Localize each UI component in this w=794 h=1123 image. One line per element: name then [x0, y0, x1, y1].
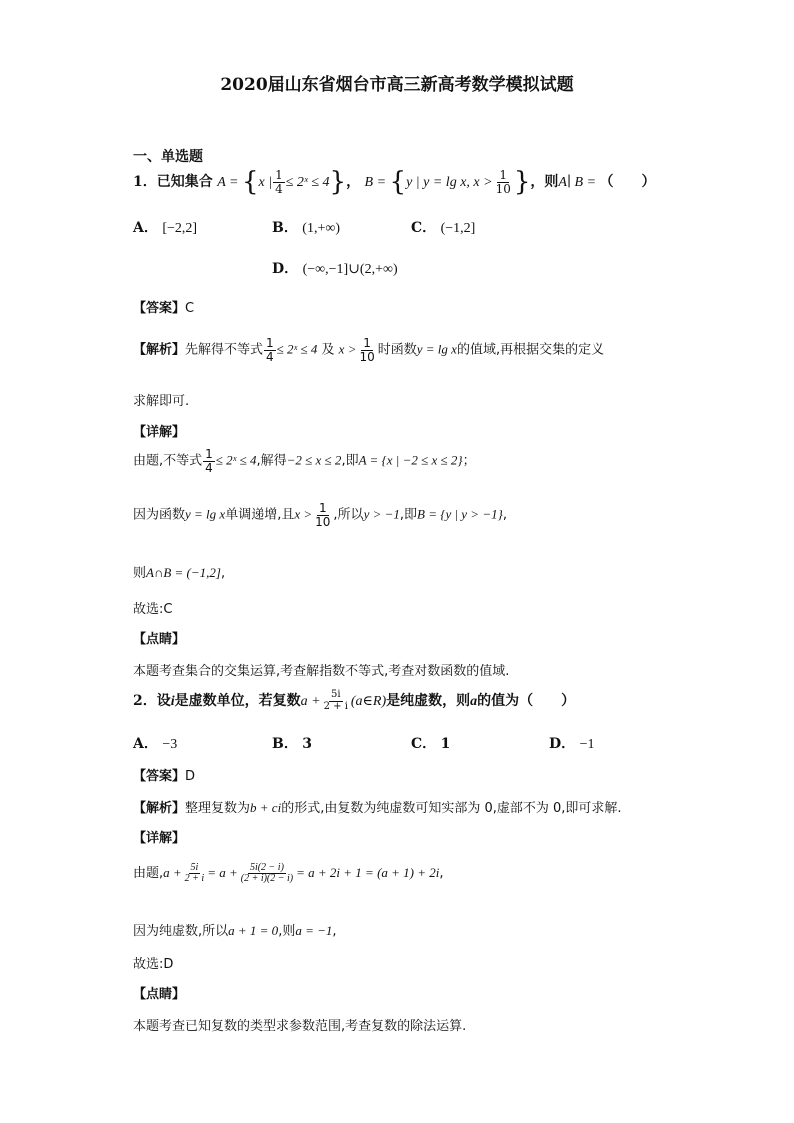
q1-answer: 【答案】C [133, 301, 195, 316]
q1-analysis-fraction: $\frac{1}{4}$ [266, 336, 274, 364]
q2-fraction: $\frac{5i}{2 + i}$ [323, 689, 348, 712]
q2-detail-fraction-1: $\frac{5i}{2 + i}$ [184, 861, 205, 884]
q1-left-brace: { [241, 167, 259, 197]
q1-setB-fraction: $\frac{1}{10}$ [495, 167, 511, 196]
question-1-stem [133, 167, 656, 197]
q1-detail-line1: 由题,不等式 $\frac{1}{4}$ ≤ 2ˣ ≤ 4,解得−2 ≤ x ≤ 2,即A = {x | −2 ≤ x ≤ 2}； [133, 447, 476, 475]
q1-detail-line2: 因为函数y = lg x单调递增,且x > $\frac{1}{10}$ ,所以y > −1,即B = {y | y > −1}, [133, 501, 507, 529]
q2-option-c: C． 1 [411, 736, 451, 752]
q2-condition: (a∈R) [350, 694, 387, 709]
q2-detail-line2: 因为纯虚数,所以a + 1 = 0,则a = −1, [133, 923, 337, 939]
q1-right-brace: } [329, 167, 347, 197]
q1-left-brace-b: { [389, 167, 407, 197]
q1-setA-condition: ≤ 2ˣ ≤ 4 [285, 175, 330, 190]
q2-text2: 是纯虚数，则 [386, 693, 471, 709]
q2-comment: 本题考查已知复数的类型求参数范围,考查复数的除法运算. [133, 1019, 467, 1034]
q1-setB-label: B = [364, 175, 390, 190]
q1-right-brace-b: } [513, 167, 531, 197]
q1-setB-body: y | y = lg x, x > [406, 175, 493, 190]
q2-detail-fraction-2: $\frac{5i(2 - i)}{(2 + i)(2 - i)}$ [240, 861, 294, 884]
q2-text3: 的值为（ ） [477, 693, 576, 709]
q1-detail-heading: 【详解】 [133, 425, 186, 440]
q1-detail-fraction-2: $\frac{1}{10}$ [315, 501, 331, 529]
q2-option-d: D． −1 [549, 736, 595, 752]
q1-analysis: 【解析】先解得不等式 $\frac{1}{4}$ ≤ 2ˣ ≤ 4 及 x > $\frac{1}{10}$ 时函数y = lg x的值域,再根据交集的定义 [133, 336, 605, 364]
q2-a: a [470, 694, 478, 709]
q1-detail-line3: 则A∩B = (−1,2], [133, 565, 226, 581]
q1-option-a: A． [−2,2] [133, 220, 198, 236]
q2-analysis: 【解析】整理复数为b + ci的形式,由复数为纯虚数可知实部为 0,虚部不为 0,即可求解. [133, 800, 622, 816]
q2-detail-line1: 由题,a + $\frac{5i}{2 + i}$ = a + $\frac{5i(2 - i)}{(2 + i)(2 - i)}$ = a + 2i + 1 = (a + 1) + 2i, [133, 861, 444, 884]
q1-option-d: D． (−∞,−1]∪(2,+∞) [272, 261, 398, 277]
q2-comment-heading: 【点睛】 [133, 987, 186, 1002]
q1-analysis-line2: 求解即可. [133, 394, 190, 409]
section-heading: 一、单选题 [133, 149, 203, 165]
q2-number: 2．设 [133, 693, 171, 709]
q1-setA-var: x | [258, 175, 273, 190]
q1-option-b: B． (1,+∞) [272, 220, 340, 236]
q2-detail-heading: 【详解】 [133, 831, 186, 846]
page-title: 2020届山东省烟台市高三新高考数学模拟试题 [220, 75, 574, 95]
q1-analysis-fraction-2: $\frac{1}{10}$ [359, 336, 375, 364]
q2-choose: 故选:D [133, 957, 174, 972]
q1-expression: A∣ B = [558, 175, 600, 190]
q1-option-c: C． (−1,2] [411, 220, 476, 236]
q2-answer: 【答案】D [133, 769, 196, 784]
q1-comment-heading: 【点睛】 [133, 632, 186, 647]
q2-text1: 是虚数单位，若复数 [174, 693, 301, 709]
q1-choose: 故选:C [133, 602, 173, 617]
q2-a-plus: a + [300, 694, 321, 709]
q1-comma: ， [346, 174, 361, 190]
q1-setA-label: A = [217, 175, 242, 190]
q2-option-a: A． −3 [133, 736, 178, 752]
q1-comment: 本题考查集合的交集运算,考查解指数不等式,考查对数函数的值域. [133, 664, 510, 679]
q1-number: 1．已知集合 [133, 174, 213, 190]
q1-detail-fraction: $\frac{1}{4}$ [205, 447, 213, 475]
question-2-stem [133, 690, 575, 712]
q2-option-b: B． 3 [272, 736, 313, 752]
q2-i: i [170, 694, 175, 709]
q1-setA-fraction: $\frac{1}{4}$ [275, 167, 283, 196]
q1-answer-blank: （ ） [599, 174, 656, 190]
q1-then: ，则 [530, 174, 559, 190]
